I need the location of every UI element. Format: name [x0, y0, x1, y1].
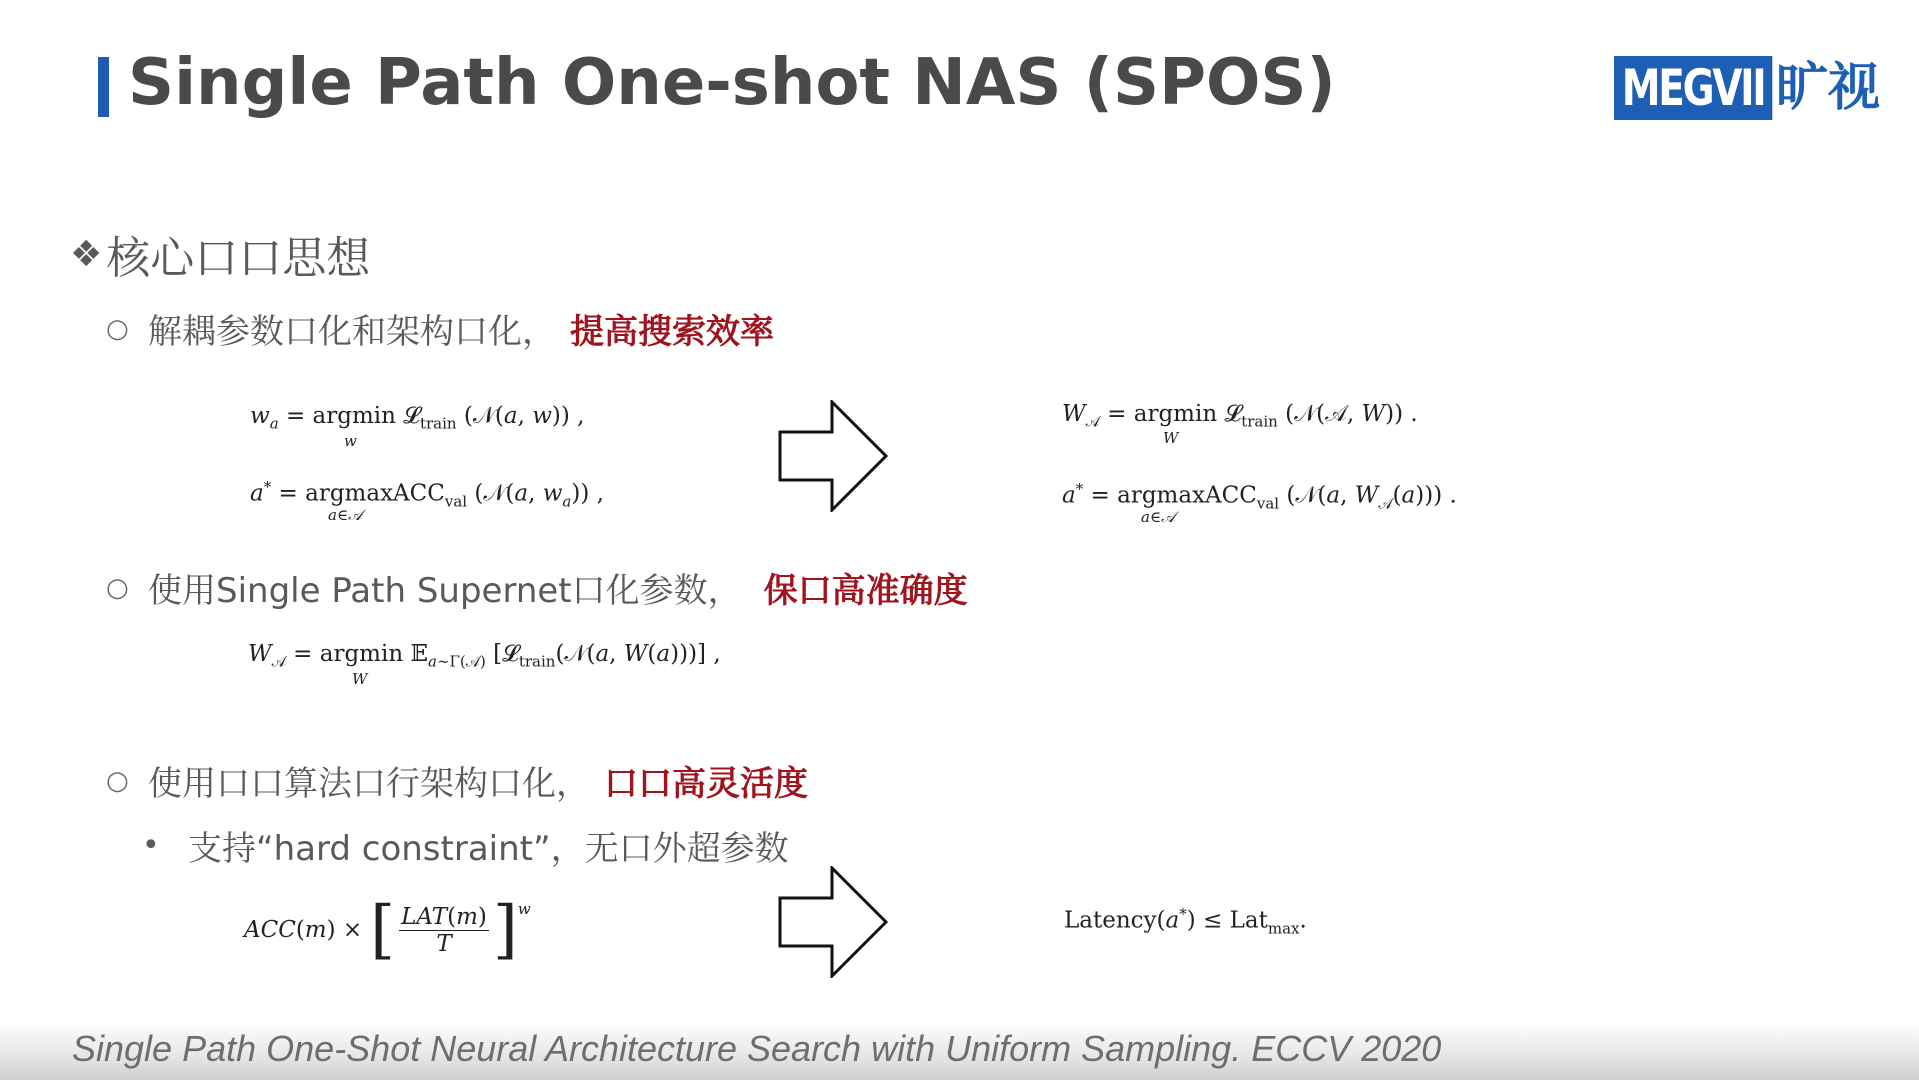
section-heading — [70, 222, 370, 286]
megvii-logo — [1614, 56, 1881, 120]
circle-bullet-icon: ○ — [106, 313, 129, 344]
equation-left-bottom: ACC(m) × [ LAT(m) T ] $^w$ — [244, 893, 531, 967]
bullet-text: 使用Single Path Supernet口化参数， — [148, 571, 742, 611]
equation-left-top-2: a* = argmaxACC$_{val}$ (𝒩(a, $w_a$)) , — [250, 478, 604, 511]
sub-bullet-item — [142, 821, 789, 870]
right-arrow-icon — [778, 866, 890, 978]
equation-middle: $W_𝒜 = argmin$ 𝔼$_{a\sim\Gamma(𝒜)}$ [𝓛$_{train}$(𝒩(a, W(a)))] , — [248, 641, 721, 671]
bullet-text: 使用口口算法口行架构口化， — [148, 764, 590, 804]
bullet-highlight: 口口高灵活度 — [604, 764, 808, 804]
bullet-item-2 — [106, 563, 968, 612]
equation-left-top-1: $w_a = argmin$ 𝓛$_{train}$ (𝒩(a, w)) , — [250, 403, 585, 433]
bullet-item-1 — [106, 304, 774, 353]
bullet-dot-icon: • — [142, 828, 160, 863]
title-accent-bar — [98, 57, 109, 117]
right-arrow-icon — [778, 400, 890, 512]
logo-brand-text: MEGVII — [1614, 56, 1772, 120]
equation-right-top-1: $W_𝒜 = argmin$ 𝓛$_{train}$ (𝒩(𝒜, W)) . — [1062, 401, 1418, 431]
equation-subscript: W — [352, 670, 368, 688]
footer-citation: Single Path One-Shot Neural Architecture Search with Uniform Sampling. ECCV 2020 — [72, 1028, 1442, 1069]
bullet-highlight: 保口高准确度 — [763, 571, 968, 611]
bullet-text: 解耦参数口化和架构口化， — [148, 312, 556, 352]
equation-right-bottom: Latency(a*) ≤ Lat$_{max}$. — [1064, 905, 1307, 938]
sub-bullet-text: 支持“hard constraint”，无口外超参数 — [188, 829, 789, 869]
diamond-bullet-icon: ❖ — [70, 233, 103, 275]
circle-bullet-icon: ○ — [106, 765, 129, 796]
equation-subscript: W — [1163, 429, 1179, 447]
equation-subscript: a∈𝒜 — [328, 506, 363, 524]
circle-bullet-icon: ○ — [106, 572, 129, 603]
equation-subscript: w — [344, 432, 357, 450]
slide-title: Single Path One-shot NAS (SPOS) — [128, 46, 1336, 120]
bullet-highlight: 提高搜索效率 — [570, 312, 774, 352]
equation-right-top-2: a* = argmaxACC$_{val}$ (𝒩(a, $W_𝒜(a)$)) . — [1062, 480, 1457, 513]
bullet-item-3 — [106, 756, 808, 805]
equation-subscript: a∈𝒜 — [1141, 508, 1176, 526]
section-heading-text: 核心口口思想 — [106, 233, 371, 284]
logo-chinese-text: 旷视 — [1776, 58, 1881, 118]
